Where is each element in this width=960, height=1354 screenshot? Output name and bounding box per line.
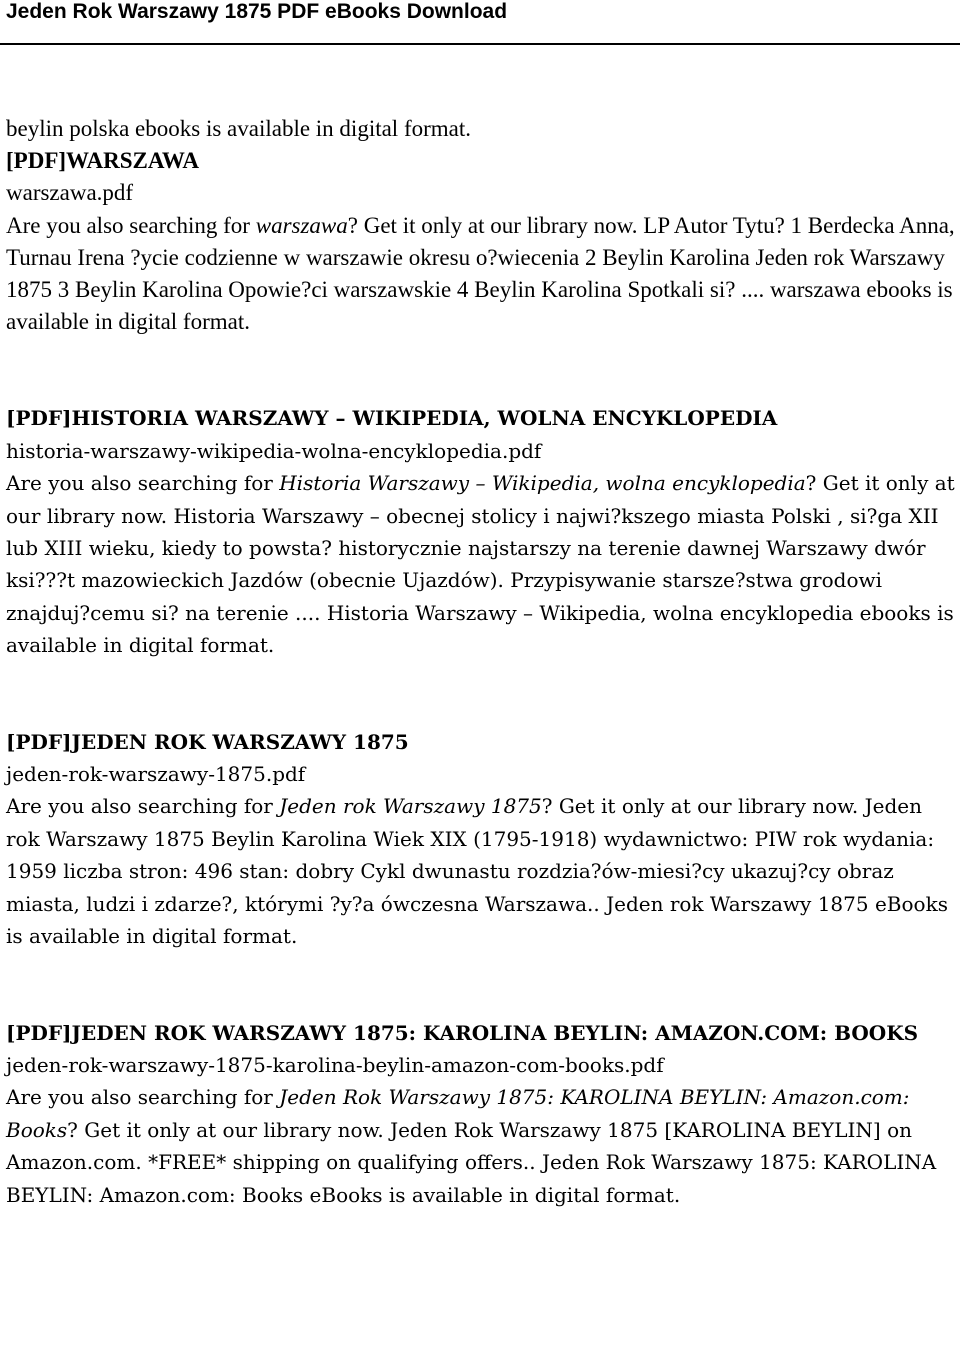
search-term: warszawa [255, 212, 348, 238]
section-title: [PDF]HISTORIA WARSZAWY – WIKIPEDIA, WOLNA ENCYKLOPEDIA [6, 406, 778, 431]
section-description [6, 210, 956, 339]
search-prefix: Are you also searching for [6, 794, 280, 819]
search-suffix: ? Get it only at our library now. Historia Warszawy – obecnej stolicy i najwi?kszego miasta Polski , si?ga XII lub XIII wieku, kiedy to powsta? historycznie najstarszy na terenie dawnej Warszawy dwór ksi???t mazowieckich Jazdów (obecnie Ujazdów). Przypisywanie starsze?stwa grodowi znajduj?cemu si? na terenie .... Historia Warszawy – Wikipedia, wolna encyklopedia ebooks is available in digital format. [6, 471, 955, 658]
section-description [6, 467, 956, 661]
search-prefix: Are you also searching for [6, 1085, 280, 1110]
page-header [0, 0, 960, 48]
search-suffix: ? Get it only at our library now. LP Autor Tytu? 1 Berdecka Anna, Turnau Irena ?ycie codzienne w warszawie okresu o?wiecenia 2 Beylin Karolina Jeden rok Warszawy 1875 3 Beylin Karolina Opowie?ci warszawskie 4 Beylin Karolina Spotkali si? .... warszawa ebooks is available in digital format. [6, 212, 955, 335]
header-divider [0, 43, 960, 45]
search-term: Historia Warszawy – Wikipedia, wolna encyklopedia [279, 471, 806, 496]
section-description [6, 790, 956, 952]
search-term: Jeden Rok Warszawy 1875: KAROLINA BEYLIN: Amazon.com: Books [6, 1085, 910, 1142]
result-section [6, 402, 956, 661]
section-description [6, 1081, 956, 1211]
section-title: [PDF]JEDEN ROK WARSZAWY 1875: KAROLINA BEYLIN: AMAZON.COM: BOOKS [6, 1020, 919, 1045]
section-filename: jeden-rok-warszawy-1875.pdf [6, 762, 306, 787]
result-section [6, 726, 956, 953]
section-title: [PDF]WARSZAWA [6, 148, 199, 174]
section-title: [PDF]JEDEN ROK WARSZAWY 1875 [6, 729, 409, 754]
search-term: Jeden rok Warszawy 1875 [279, 794, 542, 819]
search-suffix: ? Get it only at our library now. Jeden rok Warszawy 1875 Beylin Karolina Wiek XIX (1795-1918) wydawnictwo: PIW rok wydania: 1959 liczba stron: 496 stan: dobry Cykl dwunastu rozdzia?ów-miesi?cy ukazuj?cy obraz miasta, ludzi i zdarze?, którymi ?y?a ówczesna Warszawa.. Jeden rok Warszawy 1875 eBooks is available in digital format. [6, 794, 948, 949]
section-filename: historia-warszawy-wikipedia-wolna-encyklopedia.pdf [6, 438, 542, 463]
intro-text: beylin polska ebooks is available in digital format. [6, 116, 472, 141]
search-suffix: ? Get it only at our library now. Jeden Rok Warszawy 1875 [KAROLINA BEYLIN] on Amazon.com. *FREE* shipping on qualifying offers.. Jeden Rok Warszawy 1875: KAROLINA BEYLIN: Amazon.com: Books eBooks is available in digital format. [6, 1117, 937, 1207]
page-title: Jeden Rok Warszawy 1875 PDF eBooks Download [6, 0, 508, 23]
section-filename: warszawa.pdf [6, 180, 134, 206]
section-filename: jeden-rok-warszawy-1875-karolina-beylin-amazon-com-books.pdf [6, 1052, 664, 1077]
document-body [6, 113, 956, 1211]
result-section [6, 145, 956, 338]
search-prefix: Are you also searching for [6, 212, 256, 238]
result-section [6, 1017, 956, 1211]
search-prefix: Are you also searching for [6, 471, 280, 496]
